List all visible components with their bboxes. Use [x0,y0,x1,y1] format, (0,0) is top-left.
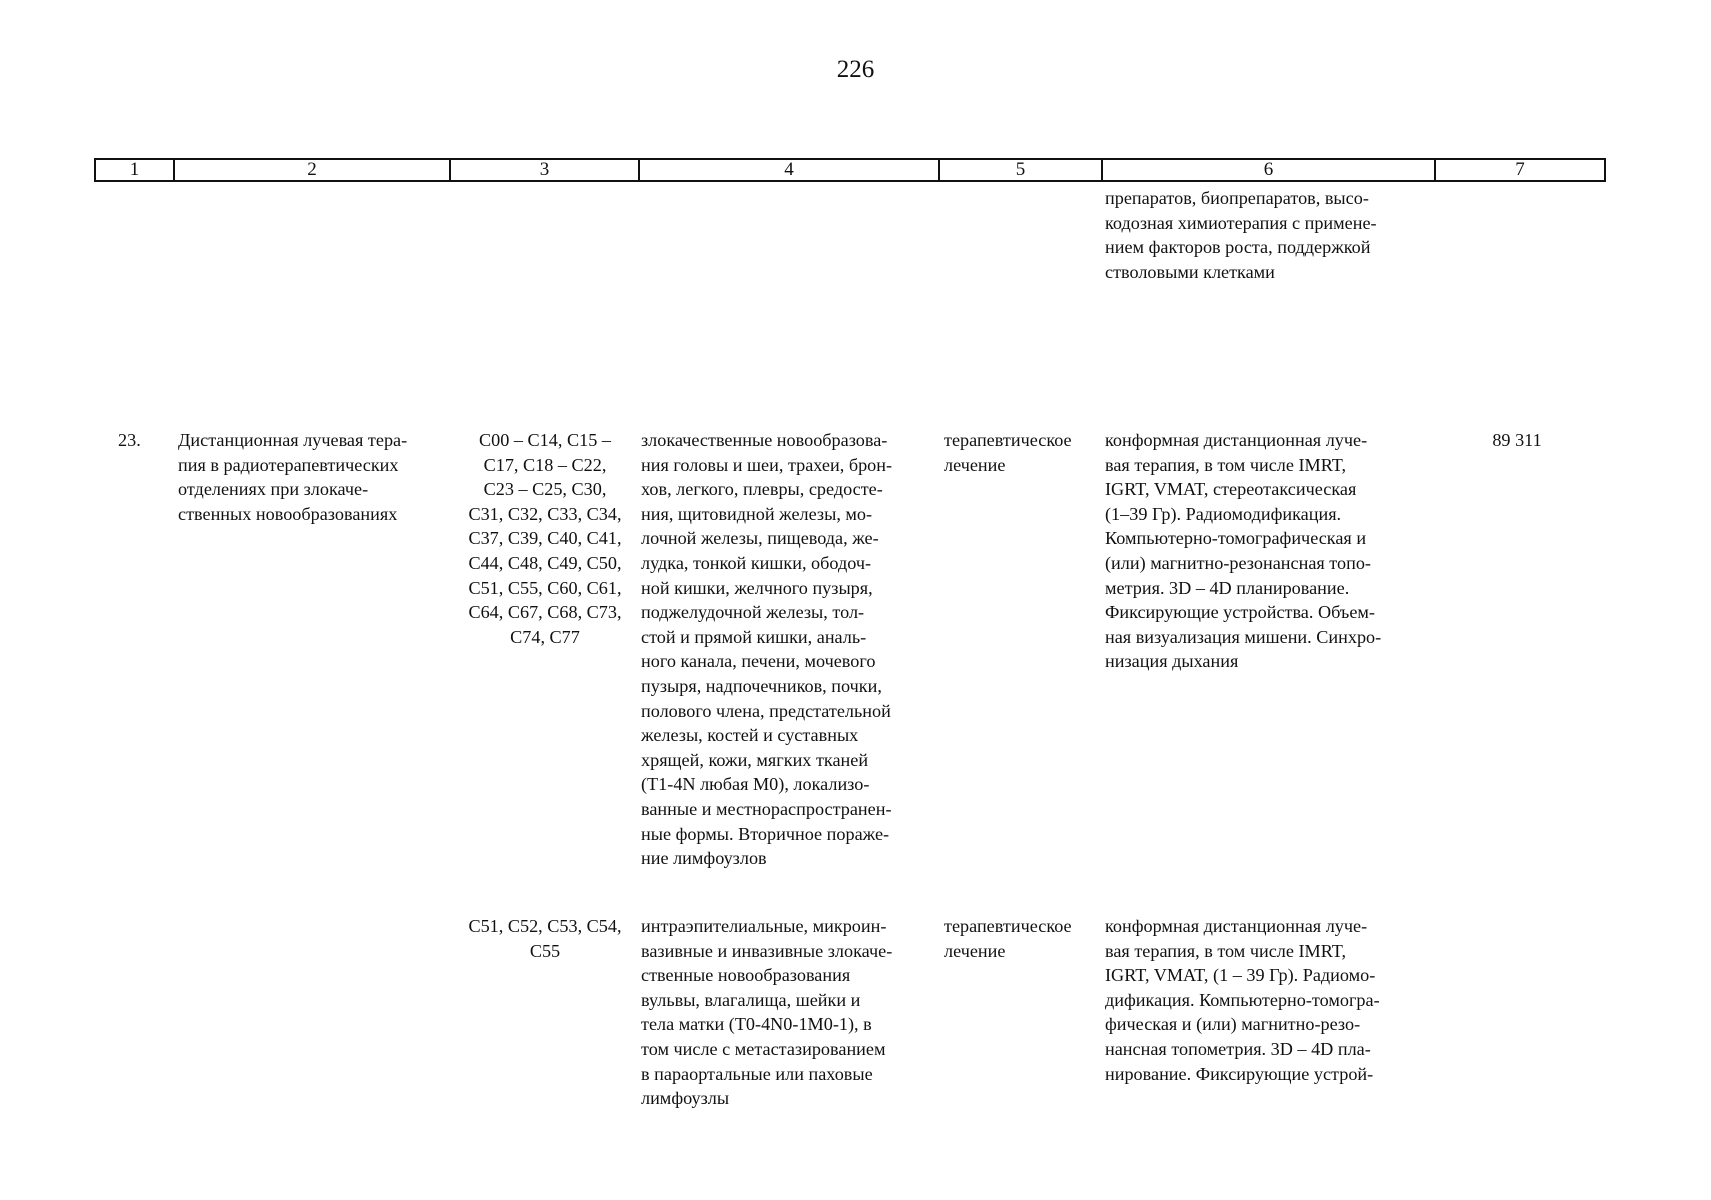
row-number: 23. [118,430,141,450]
treatment-type-2: терапевтическое лечение [944,916,1072,961]
column-number-7: 7 [1435,159,1605,181]
treatment-type: терапевтическое лечение [944,430,1072,475]
column-number-3: 3 [450,159,639,181]
column-number-6: 6 [1102,159,1435,181]
patient-model-2: интраэпителиальные, микроин- вазивные и инвазивные злокаче- ственные новообразования вульвы, влагалища, шейки и тела матки (T0-4N0-1M0-1), в том числе с метастазированием в параортальные или паховые лимфоузлы [641,916,893,1109]
column-number-5: 5 [939,159,1102,181]
continuation-method-text: препаратов, биопрепаратов, высо- кодозная химиотерапия с примене- нием факторов роста, поддержкой стволовыми клетками [1105,188,1377,282]
treatment-method-2: конформная дистанционная луче- вая терапия, в том числе IMRT, IGRT, VMAT, (1 – 39 Гр). Радиомо- дификация. Компьютерно-томогра- фическая и (или) магнитно-резо- нансная топометрия. 3D – 4D пла- нирование. Фиксирующие устрой- [1105,916,1380,1084]
page-number: 226 [836,56,875,83]
column-number-2: 2 [174,159,450,181]
icd-codes: C00 – C14, C15 – C17, C18 – C22, C23 – C25, C30, C31, C32, C33, C34, C37, C39, C40, C41, C44, C48, C49, C50, C51, C55, C60, C61, C64, C67, C68, C73, C74, C77 [468,430,622,647]
treatment-method: конформная дистанционная луче- вая терапия, в том числе IMRT, IGRT, VMAT, стереотаксическая (1–39 Гр). Радиомодификация. Компьютерно-томографическая и (или) магнитно-резонансная топо- метрия. 3D – 4D планирование. Фиксирующие устройства. Объем- ная визуализация мишени. Синхро- низация дыхания [1105,430,1382,672]
column-number-1: 1 [95,159,174,181]
care-type-name: Дистанционная лучевая тера- пия в радиотерапевтических отделениях при злокаче- ственных новообразованиях [178,430,408,524]
patient-model: злокачественные новообразова- ния головы и шеи, трахеи, брон- хов, легкого, плевры, средосте- ния, щитовидной железы, мо- лочной железы, пищевода, же- лудка, тонкой кишки, ободоч- ной кишки, желчного пузыря, поджелудочной железы, тол- стой и прямой кишки, аналь- ного канала, печени, мочевого пузыря, надпочечников, почки, полового члена, предстательной железы, костей и суставных хрящей, кожи, мягких тканей (T1-4N любая M0), локализо- ванные и местнораспространен- ные формы. Вторичное пораже- ние лимфоузлов [641,430,893,869]
column-number-4: 4 [639,159,939,181]
cost-value: 89 311 [1492,430,1542,450]
column-header-row [94,158,1606,182]
icd-codes-2: C51, C52, C53, C54, C55 [468,916,622,961]
